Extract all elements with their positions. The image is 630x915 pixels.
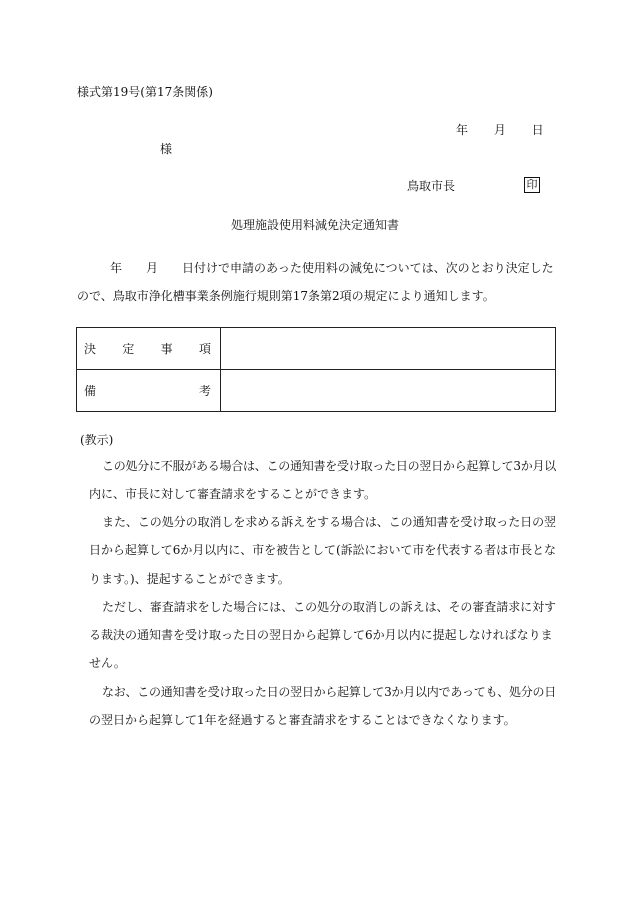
decision-items-value	[221, 328, 556, 370]
table-label-cell	[77, 370, 221, 412]
notice-line: の翌日から起算して1年を経過すると審査請求をすることはできなくなります。	[89, 713, 516, 727]
date-line: 年 月 日	[456, 123, 544, 137]
notice-line: なお、この通知書を受け取った日の翌日から起算して3か月以内であっても、処分の日	[102, 685, 557, 699]
notice-line: る裁決の通知書を受け取った日の翌日から起算して6か月以内に提起しなければなりま	[89, 628, 553, 642]
body-text-line: 年 月 日付けで申請のあった使用料の減免については、次のとおり決定した	[110, 261, 554, 275]
label-char: 考	[198, 384, 211, 398]
label-char: 項	[198, 342, 211, 356]
notice-line: せん。	[89, 656, 126, 670]
addressee-suffix: 様	[160, 142, 173, 156]
label-char: 備	[84, 384, 97, 398]
notice-line: ります。)、提起することができます。	[89, 572, 290, 586]
table-row	[77, 328, 556, 370]
issuer-name: 鳥取市長	[407, 179, 456, 193]
remarks-label	[77, 382, 220, 399]
notice-line: この処分に不服がある場合は、この通知書を受け取った日の翌日から起算して3か月以	[102, 459, 557, 473]
form-number: 様式第19号(第17条関係)	[77, 85, 213, 99]
label-char: 決	[84, 342, 97, 356]
decision-table	[76, 327, 556, 412]
label-char: 事	[160, 342, 173, 356]
document-title: 処理施設使用料減免決定通知書	[231, 218, 400, 232]
notice-line: 内に、市長に対して審査請求をすることができます。	[89, 487, 377, 501]
remarks-value	[221, 370, 556, 412]
decision-items-label	[77, 340, 220, 357]
table-label-cell	[77, 328, 221, 370]
notice-line: また、この処分の取消しを求める訴えをする場合は、この通知書を受け取った日の翌	[102, 515, 556, 529]
table-row	[77, 370, 556, 412]
notice-heading: (教示)	[80, 433, 114, 447]
label-char: 定	[122, 342, 135, 356]
notice-line: 日から起算して6か月以内に、市を被告として(訴訟において市を代表する者は市長とな	[89, 543, 557, 557]
notice-line: ただし、審査請求をした場合には、この処分の取消しの訴えは、その審査請求に対す	[102, 600, 556, 614]
body-text-line: ので、鳥取市浄化槽事業条例施行規則第17条第2項の規定により通知します。	[77, 289, 495, 303]
seal-mark: 印	[524, 177, 540, 193]
